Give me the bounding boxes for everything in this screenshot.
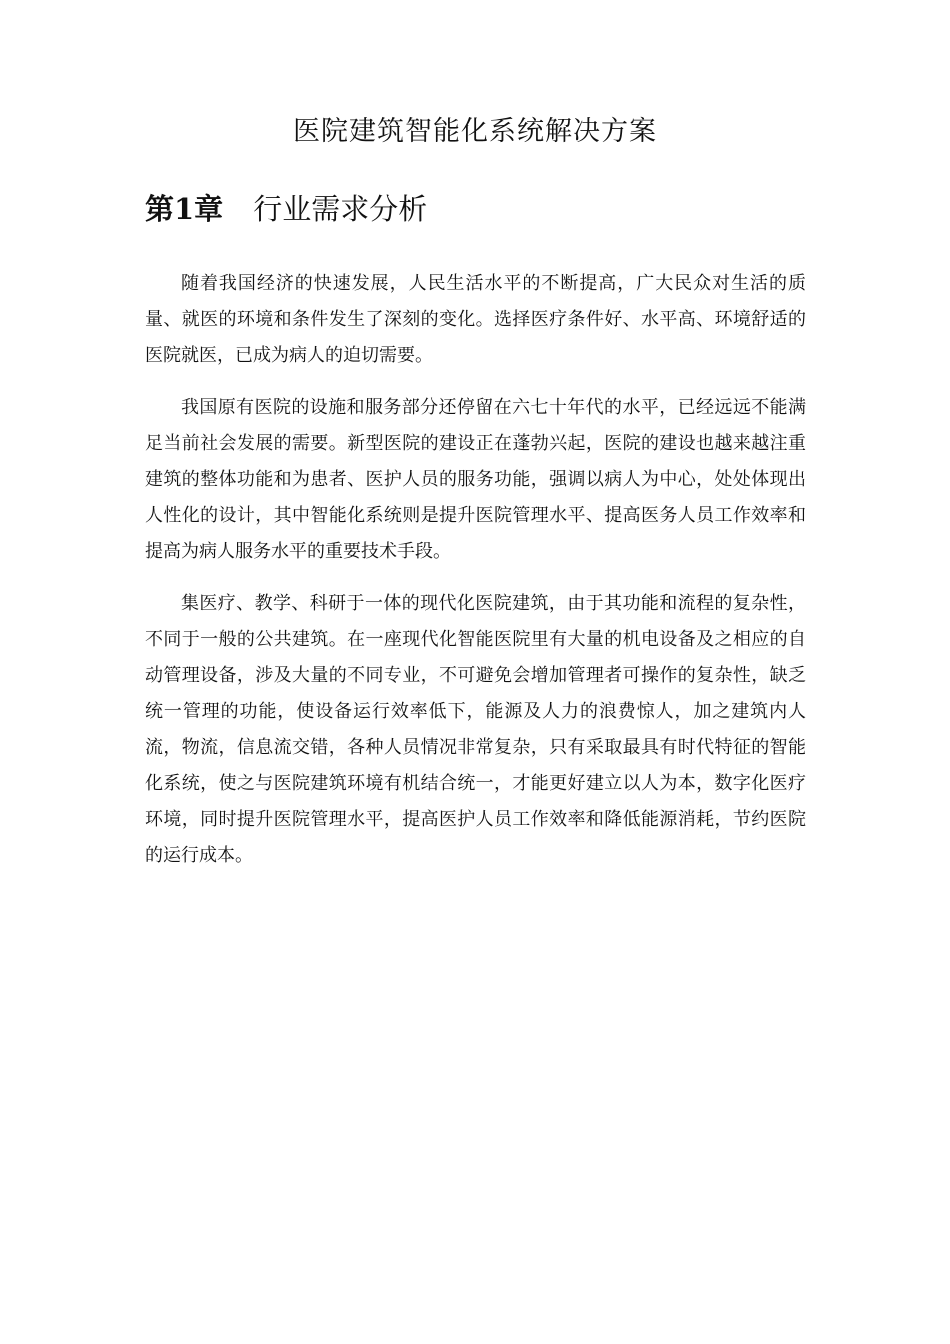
paragraph-2: 我国原有医院的设施和服务部分还停留在六七十年代的水平，已经远远不能满足当前社会发展的需要。新型医院的建设正在蓬勃兴起，医院的建设也越来越注重建筑的整体功能和为患者、医护人员的服务功能，强调以病人为中心，处处体现出人性化的设计，其中智能化系统则是提升医院管理水平、提高医务人员工作效率和提高为病人服务水平的重要技术手段。 [145, 397, 806, 562]
body-text [145, 266, 806, 890]
chapter-number: 第1章 [145, 192, 224, 226]
chapter-heading [145, 188, 427, 230]
document-title: 医院建筑智能化系统解决方案 [293, 116, 657, 147]
paragraph-3: 集医疗、教学、科研于一体的现代化医院建筑，由于其功能和流程的复杂性，不同于一般的公共建筑。在一座现代化智能医院里有大量的机电设备及之相应的自动管理设备，涉及大量的不同专业，不可避免会增加管理者可操作的复杂性，缺乏统一管理的功能，使设备运行效率低下，能源及人力的浪费惊人，加之建筑内人流，物流，信息流交错，各种人员情况非常复杂，只有采取最具有时代特征的智能化系统，使之与医院建筑环境有机结合统一，才能更好建立以人为本，数字化医疗环境，同时提升医院管理水平，提高医护人员工作效率和降低能源消耗，节约医院的运行成本。 [145, 593, 806, 866]
paragraph-1: 随着我国经济的快速发展，人民生活水平的不断提高，广大民众对生活的质量、就医的环境和条件发生了深刻的变化。选择医疗条件好、水平高、环境舒适的医院就医，已成为病人的迫切需要。 [145, 273, 806, 366]
chapter-title: 行业需求分析 [253, 192, 428, 226]
